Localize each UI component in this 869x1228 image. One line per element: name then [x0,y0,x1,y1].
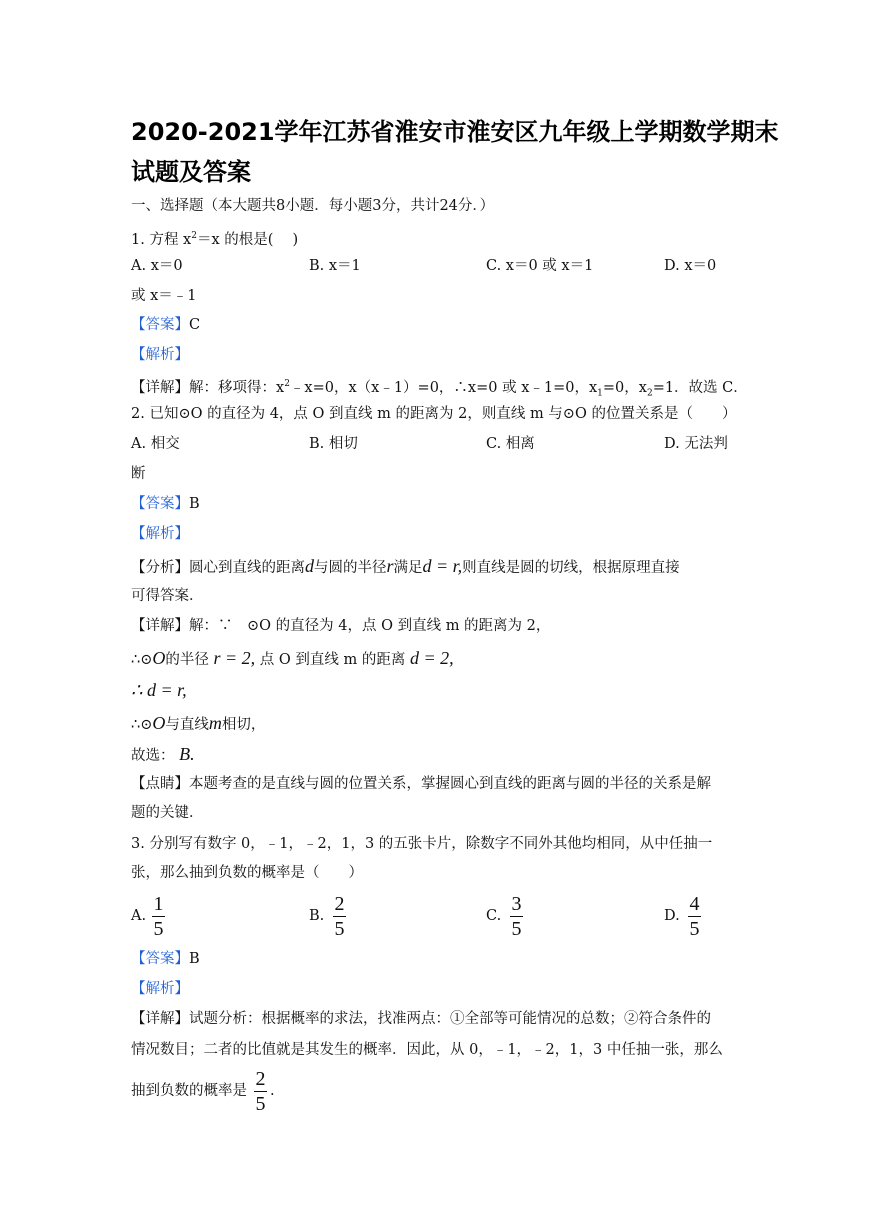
q3-frac-e: 2 5 [255,1068,266,1116]
q3-option-a: A. [131,908,147,924]
section-header: 一、选择题（本大题共8小题．每小题3分，共计24分．） [131,198,495,214]
q1-option-d: D. x＝0 [664,258,717,274]
q1-option-d-cont: 或 x＝﹣1 [131,288,197,304]
q2-detail-2: ∴⊙O的半径 r = 2, 点 O 到直线 m 的距离 d = 2, [131,648,454,668]
q2-detail-3: ∴ d = r, [131,680,187,700]
doc-title-line1: 2020-2021学年江苏省淮安市淮安区九年级上学期数学期末 [131,118,779,146]
q3-frac-a: 1 5 [153,893,164,941]
q1-detail: 【详解】解：移项得：$x^2﹣x=0$，x（x﹣1）=0，∴x=0 或 x﹣1=0，$x_1=0$，$x_2=1$．故选 C． [131,379,748,399]
q3-answer: 【答案】B [131,951,200,967]
q1-option-a: A. x＝0 [131,258,183,274]
q3-frac-c: 3 5 [511,893,522,941]
q3-detail-3: 抽到负数的概率是 [131,1083,247,1099]
q3-detail-3-end: . [270,1083,275,1099]
q3-frac-b: 2 5 [334,893,345,941]
q2-detail-4: ∴⊙O与直线m相切， [131,713,266,733]
q2-dianjing-cont: 题的关键． [131,805,204,821]
q3-detail-2: 情况数目；二者的比值就是其发生的概率．因此，从 0，﹣1，﹣2，1，3 中任抽一张，那么 [131,1042,723,1058]
q3-stem-cont: 张，那么抽到负数的概率是（ ） [131,865,363,881]
doc-title-line2: 试题及答案 [131,158,251,186]
q2-fenxi-cont: 可得答案． [131,588,204,604]
q3-option-d: D. [664,908,680,924]
q2-option-c: C. 相离 [486,436,535,452]
q2-option-d: D. 无法判 [664,436,728,452]
q3-stem: 3. 分别写有数字 0，﹣1，﹣2，1，3 的五张卡片，除数字不同外其他均相同，从中任抽一 [131,836,713,852]
q1-stem: 1. 方程 $x^2=x$ 的根是( ) [131,231,299,248]
q2-answer: 【答案】B [131,496,200,512]
q1-answer: 【答案】C [131,317,201,333]
q3-option-c: C. [486,908,502,924]
q2-detail-1: 【详解】解：∵ ⊙O 的直径为 4，点 O 到直线 m 的距离为 2， [131,618,551,634]
q2-dianjing: 【点睛】本题考查的是直线与圆的位置关系，掌握圆心到直线的距离与圆的半径的关系是解 [131,776,711,792]
q2-stem: 2. 已知⊙O 的直径为 4，点 O 到直线 m 的距离为 2，则直线 m 与⊙O 的位置关系是（ ） [131,406,737,422]
q1-option-c: C. x＝0 或 x＝1 [486,258,594,274]
q1-option-b: B. x＝1 [309,258,361,274]
q3-analysis-tag: 【解析】 [131,981,189,997]
q2-fenxi: 【分析】圆心到直线的距离d与圆的半径r满足d = r,则直线是圆的切线，根据原理直接 [131,556,680,576]
q1-analysis-tag: 【解析】 [131,347,189,363]
q2-analysis-tag: 【解析】 [131,526,189,542]
q2-detail-5: 故选： B. [131,744,195,764]
q3-frac-d: 4 5 [689,893,700,941]
q3-option-b: B. [309,908,325,924]
q2-option-d-cont: 断 [131,466,146,482]
q2-option-b: B. 相切 [309,436,358,452]
q2-option-a: A. 相交 [131,436,180,452]
q3-detail-1: 【详解】试题分析：根据概率的求法，找准两点：①全部等可能情况的总数；②符合条件的 [131,1011,711,1027]
